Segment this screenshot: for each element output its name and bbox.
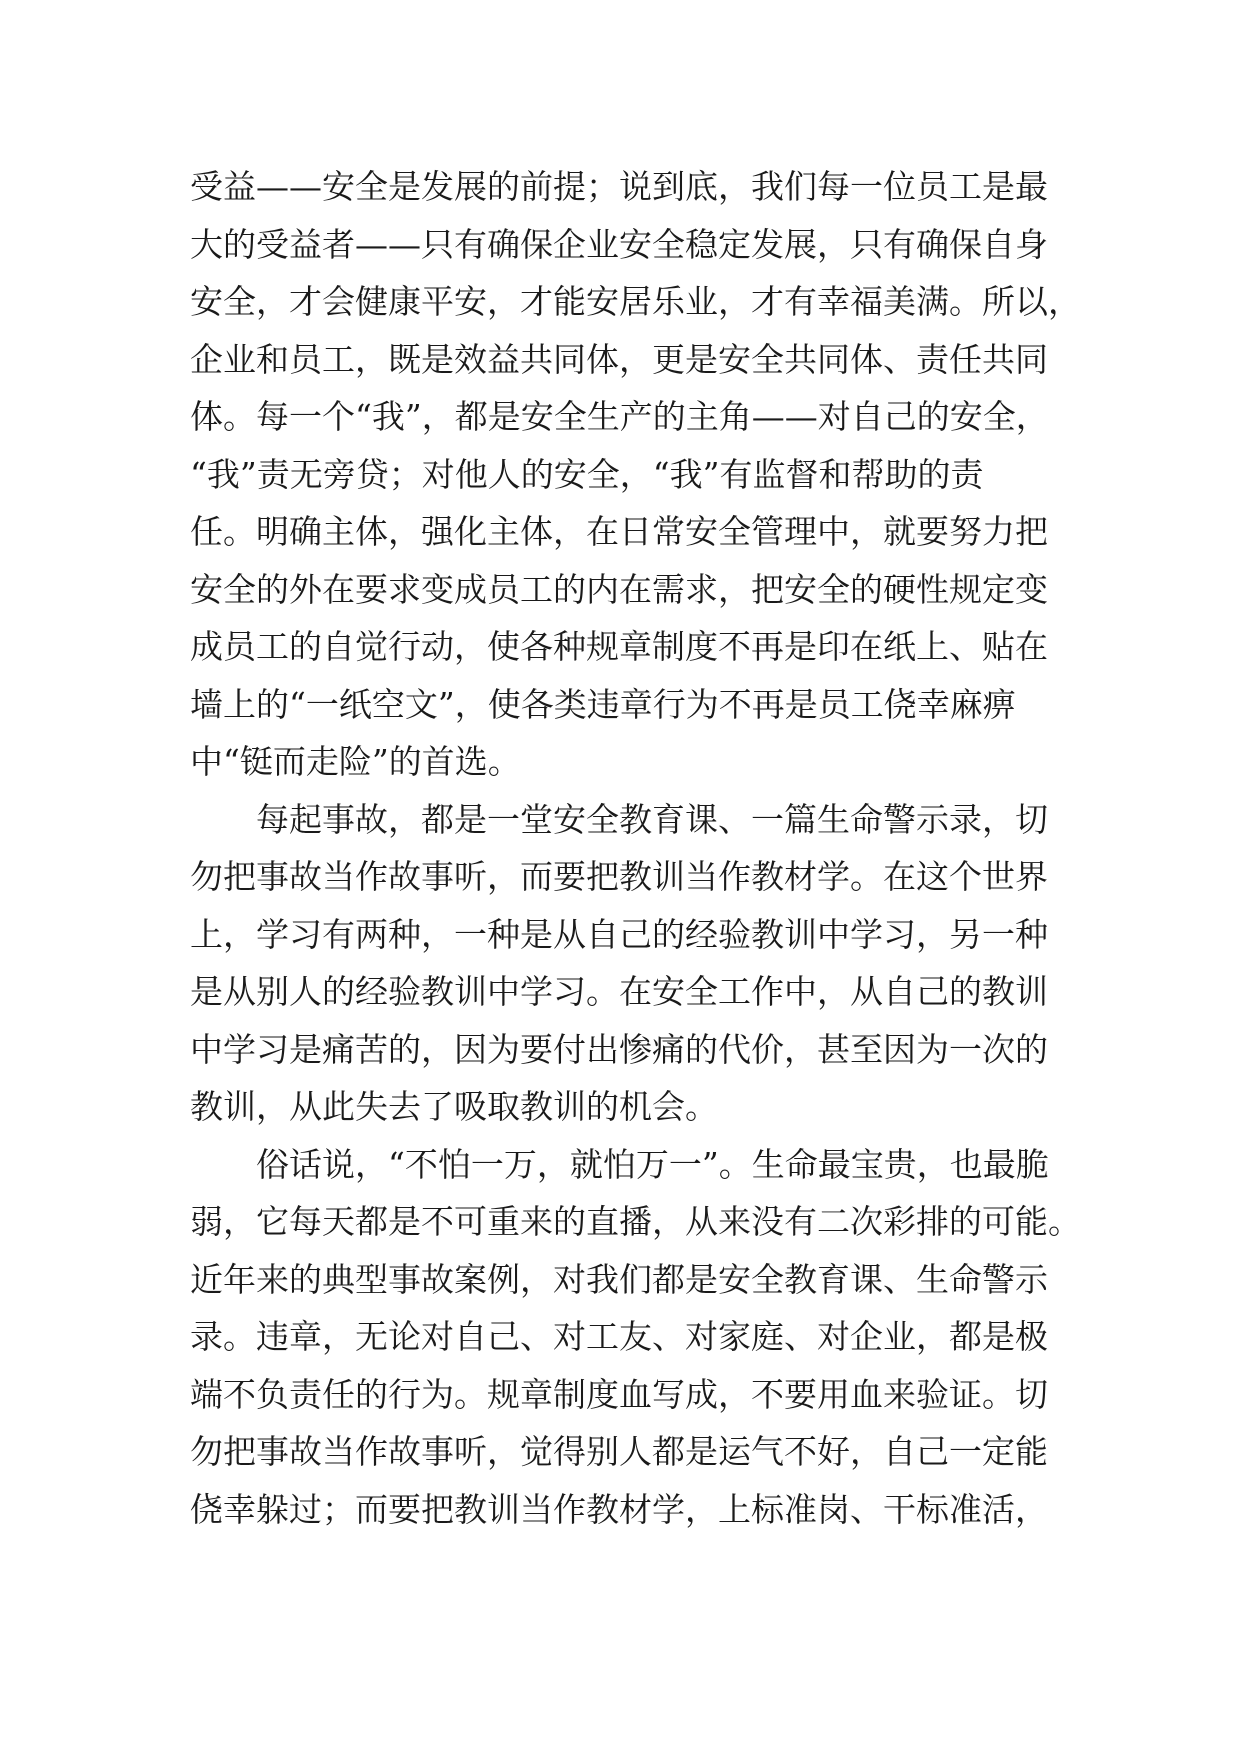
text-line: 体。每一个“我”，都是安全生产的主角——对自己的安全， xyxy=(190,397,1049,436)
text-line: 安全，才会健康平安，才能安居乐业，才有幸福美满。所以， xyxy=(190,282,1081,321)
text-line: 中“铤而走险”的首选。 xyxy=(190,742,521,781)
text-line: 中学习是痛苦的，因为要付出惨痛的代价，甚至因为一次的 xyxy=(190,1029,1048,1069)
text-line: 教训，从此失去了吸取教训的机会。 xyxy=(190,1087,718,1126)
text-line: 大的受益者——只有确保企业安全稳定发展，只有确保自身 xyxy=(190,224,1048,264)
text-line: 每起事故，都是一堂安全教育课、一篇生命警示录，切 xyxy=(256,799,1048,839)
text-line: 成员工的自觉行动，使各种规章制度不再是印在纸上、贴在 xyxy=(190,627,1048,666)
text-line: 上，学习有两种，一种是从自己的经验教训中学习，另一种 xyxy=(190,914,1048,954)
text-line: 录。违章，无论对自己、对工友、对家庭、对企业，都是极 xyxy=(190,1317,1048,1356)
text-line: 侥幸躲过；而要把教训当作教材学，上标准岗、干标准活， xyxy=(190,1489,1048,1529)
text-line: 任。明确主体，强化主体，在日常安全管理中，就要努力把 xyxy=(190,512,1048,551)
text-line: 企业和员工，既是效益共同体，更是安全共同体、责任共同 xyxy=(190,339,1048,379)
text-line: 勿把事故当作故事听，觉得别人都是运气不好，自己一定能 xyxy=(190,1432,1048,1471)
text-line: 受益——安全是发展的前提；说到底，我们每一位员工是最 xyxy=(190,167,1048,206)
paragraph xyxy=(190,1136,1081,1539)
text-line: “我”责无旁贷；对他人的安全，“我”有监督和帮助的责 xyxy=(190,454,984,494)
text-line: 安全的外在要求变成员工的内在需求，把安全的硬性规定变 xyxy=(190,569,1048,609)
text-line: 勿把事故当作故事听，而要把教训当作教材学。在这个世界 xyxy=(190,857,1048,896)
body-text xyxy=(190,158,1081,1538)
text-line: 弱，它每天都是不可重来的直播，从来没有二次彩排的可能。 xyxy=(190,1202,1081,1241)
paragraph xyxy=(190,791,1070,1136)
text-line: 端不负责任的行为。规章制度血写成，不要用血来验证。切 xyxy=(190,1374,1048,1414)
text-line: 墙上的“一纸空文”，使各类违章行为不再是员工侥幸麻痹 xyxy=(190,684,1016,724)
paragraph xyxy=(190,158,1081,791)
text-line: 是从别人的经验教训中学习。在安全工作中，从自己的教训 xyxy=(190,972,1048,1011)
text-line: 俗话说，“不怕一万，就怕万一”。生命最宝贵，也最脆 xyxy=(256,1144,1049,1184)
text-line: 近年来的典型事故案例，对我们都是安全教育课、生命警示 xyxy=(190,1259,1048,1299)
